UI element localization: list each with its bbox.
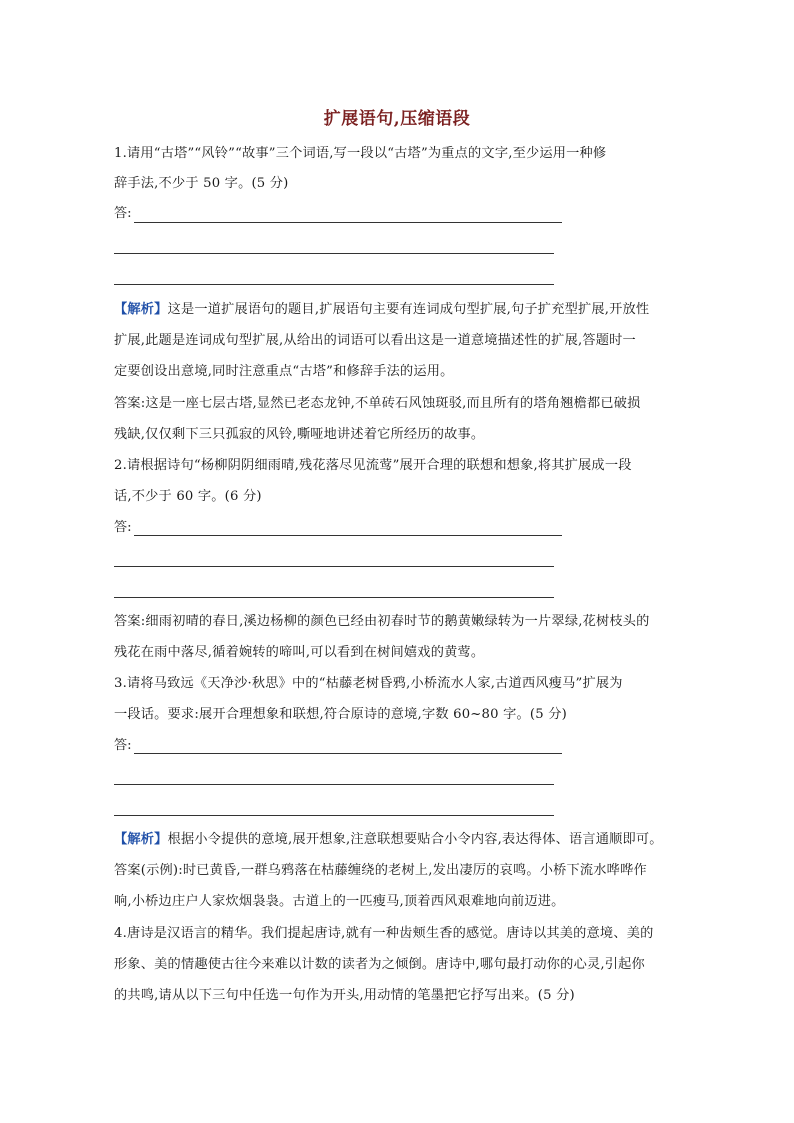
q2-answer-label: 答: <box>114 520 132 535</box>
q1-jiexi-line-1 <box>114 300 684 320</box>
q3-text-line-1: 3.请将马致远《天净沙·秋思》中的“枯藤老树昏鸦,小桥流水人家,古道西风瘦马”扩展为 <box>114 676 623 691</box>
q3-jiexi-line-1 <box>114 830 684 850</box>
q2-answer-line-2 <box>114 566 554 567</box>
q1-answer-label: 答: <box>114 206 132 221</box>
q3-jiexi-text-1: 根据小令提供的意境,展开想象,注意联想要贴合小令内容,表达得体、语言通顺即可。 <box>167 832 663 847</box>
q1-jiexi-line-2: 扩展,此题是连词成句型扩展,从给出的词语可以看出这是一道意境描述性的扩展,答题时一 <box>114 333 636 348</box>
q4-text-line-3: 的共鸣,请从以下三句中任选一句作为开头,用动情的笔墨把它抒写出来。(5 分) <box>114 988 575 1003</box>
q1-answer-text-2: 残缺,仅仅剩下三只孤寂的风铃,嘶哑地讲述着它所经历的故事。 <box>114 427 485 442</box>
q2-answer-text-1: 答案:细雨初晴的春日,溪边杨柳的颜色已经由初春时节的鹅黄嫩绿转为一片翠绿,花树枝头的 <box>114 614 650 629</box>
q1-jiexi-text-1: 这是一道扩展语句的题目,扩展语句主要有连词成句型扩展,句子扩充型扩展,开放性 <box>167 302 650 317</box>
q3-answer-line-2 <box>114 784 554 785</box>
q2-answer-text-2: 残花在雨中落尽,循着婉转的啼叫,可以看到在树间嬉戏的黄莺。 <box>114 645 485 660</box>
q4-text-line-1: 4.唐诗是汉语言的精华。我们提起唐诗,就有一种齿颊生香的感觉。唐诗以其美的意境、美的 <box>114 926 654 941</box>
q1-jiexi-line-3: 定要创设出意境,同时注意重点“古塔”和修辞手法的运用。 <box>114 364 454 379</box>
q2-text-line-1: 2.请根据诗句“杨柳阴阴细雨晴,残花落尽见流莺”展开合理的联想和想象,将其扩展成一段 <box>114 458 632 473</box>
jiexi-tag: 【解析】 <box>114 302 168 317</box>
q2-answer-line-1 <box>134 535 562 536</box>
q2-text-line-2: 话,不少于 60 字。(6 分) <box>114 489 262 504</box>
q3-answer-text-1: 答案(示例):时已黄昏,一群乌鸦落在枯藤缠绕的老树上,发出凄厉的哀鸣。小桥下流水哗哗作 <box>114 863 647 878</box>
jiexi-tag: 【解析】 <box>114 832 168 847</box>
q3-text-line-2: 一段话。要求:展开合理想象和联想,符合原诗的意境,字数 60~80 字。(5 分) <box>114 707 567 722</box>
q1-answer-line-3 <box>114 284 554 285</box>
q3-answer-text-2: 响,小桥边庄户人家炊烟袅袅。古道上的一匹瘦马,顶着西风艰难地向前迈进。 <box>114 894 565 909</box>
q1-text-line-2: 辞手法,不少于 50 字。(5 分) <box>114 176 289 191</box>
q1-text-line-1: 1.请用“古塔”“风铃”“故事”三个词语,写一段以“古塔”为重点的文字,至少运用一种修 <box>114 146 607 161</box>
q2-answer-line-3 <box>114 597 554 598</box>
q3-answer-label: 答: <box>114 738 132 753</box>
q1-answer-text-1: 答案:这是一座七层古塔,显然已老态龙钟,不单砖石风蚀斑驳,而且所有的塔角翘檐都已破损 <box>114 396 641 411</box>
q1-answer-line-2 <box>114 253 554 254</box>
q4-text-line-2: 形象、美的情趣使古往今来难以计数的读者为之倾倒。唐诗中,哪句最打动你的心灵,引起你 <box>114 957 645 972</box>
page-title: 扩展语句,压缩语段 <box>323 109 471 129</box>
q3-answer-line-3 <box>114 815 554 816</box>
q3-answer-line-1 <box>134 753 562 754</box>
q1-answer-line-1 <box>134 222 562 223</box>
